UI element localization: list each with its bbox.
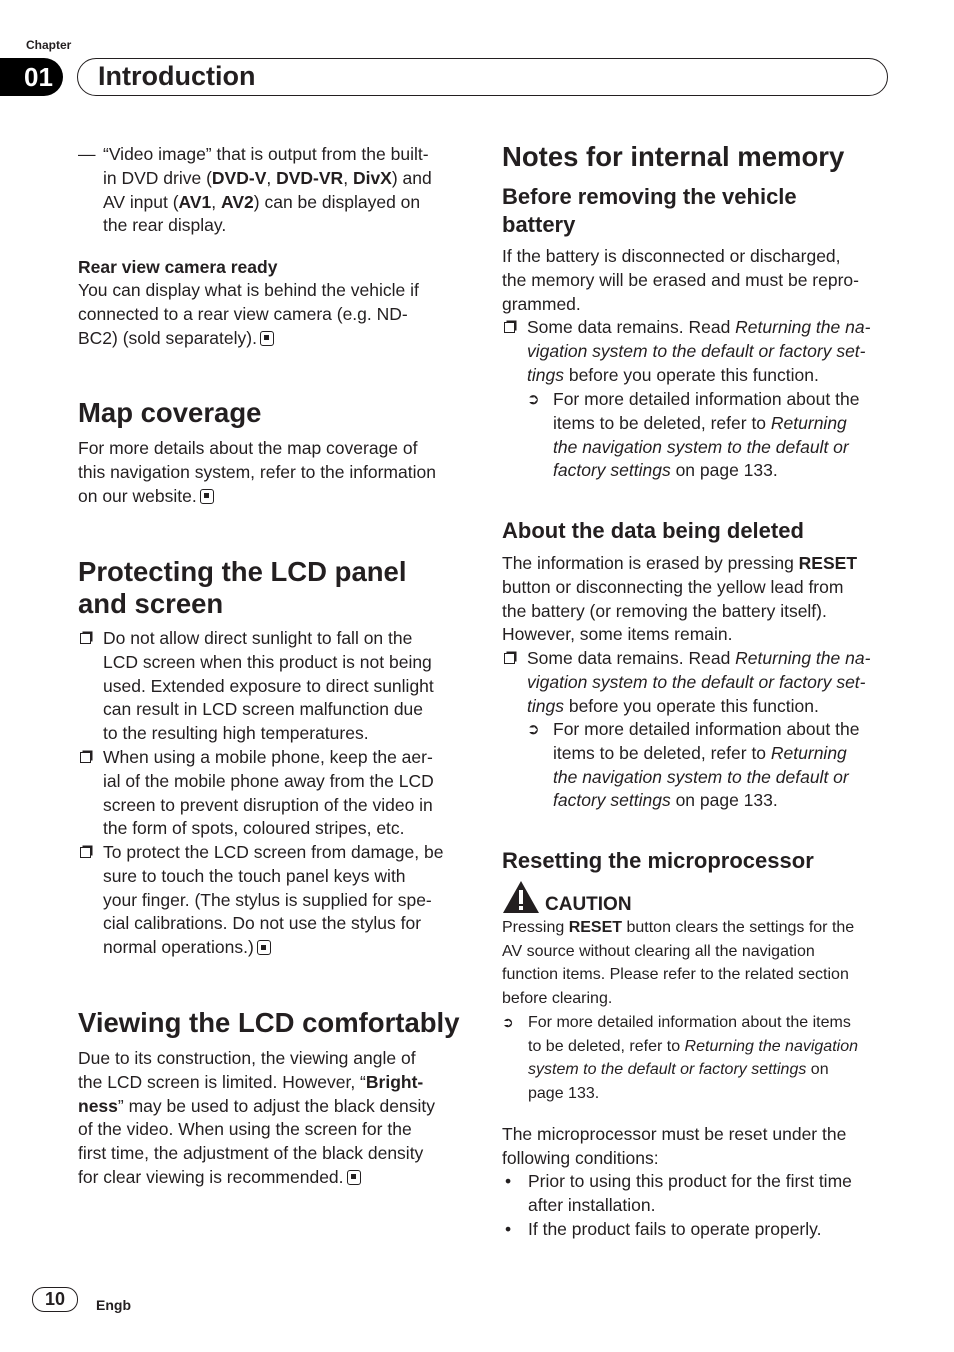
- checkbox-bullet-icon: [80, 752, 91, 763]
- checkbox-bullet-icon: [504, 322, 515, 333]
- dash-marker: —: [78, 144, 96, 164]
- intro-line: AV input (AV1, AV2) can be displayed on: [103, 191, 421, 212]
- before-removing-heading: Before removing the vehicle battery: [502, 184, 797, 237]
- language-code: Engb: [96, 1297, 131, 1313]
- section-end-icon: [347, 1170, 361, 1185]
- intro-line: the rear display.: [103, 215, 227, 236]
- map-coverage-text: For more details about the map coverage of this navigation system, refer to the information on our website.: [78, 438, 436, 506]
- bullet-icon: •: [505, 1171, 512, 1191]
- section-end-icon: [260, 331, 274, 346]
- notes-heading: Notes for internal memory: [502, 141, 845, 172]
- chapter-title-bar: [77, 58, 888, 96]
- caution-text: Pressing RESET button clears the settings for the AV source without clearing all the navigation function items. Please refer to the related section before clearing.: [502, 919, 855, 1008]
- map-coverage-heading: Map coverage: [78, 397, 262, 428]
- chapter-label: Chapter: [26, 38, 72, 52]
- rear-camera-text: You can display what is behind the vehicle if connected to a rear view camera (e.g. ND- BC2) (sold separately).: [78, 280, 419, 348]
- arrow-bullet-icon: ➲: [527, 721, 540, 738]
- intro-line: “Video image” that is output from the built-: [103, 144, 429, 164]
- page-number: 10: [32, 1287, 78, 1312]
- before-removing-text: If the battery is disconnected or discharged, the memory will be erased and must be repro- grammed.: [502, 246, 859, 314]
- viewing-text: Due to its construction, the viewing angle of the LCD screen is limited. However, “Bright- ness” may be used to adjust the black density of the video. When using the screen for the first time, the adjustment of the black density for clear viewing is recommended.: [78, 1048, 436, 1187]
- reset-conditions-text: The microprocessor must be reset under the following conditions:: [502, 1124, 847, 1168]
- caution-block: [502, 880, 892, 914]
- rear-camera-heading: Rear view camera ready: [78, 257, 278, 277]
- checkbox-bullet-icon: [504, 653, 515, 664]
- about-deleted-heading: About the data being deleted: [502, 518, 804, 543]
- arrow-bullet-icon: ➲: [502, 1014, 514, 1030]
- bullet-icon: •: [505, 1219, 512, 1239]
- protecting-heading: Protecting the LCD panel and screen: [78, 556, 407, 619]
- warning-icon: [502, 880, 540, 914]
- checkbox-bullet-icon: [80, 847, 91, 858]
- resetting-heading: Resetting the microprocessor: [502, 848, 814, 873]
- section-end-icon: [200, 489, 214, 504]
- caution-label: CAUTION: [545, 894, 632, 915]
- arrow-bullet-icon: ➲: [527, 391, 540, 408]
- chapter-title: Introduction: [98, 61, 256, 91]
- intro-text: [103, 143, 473, 238]
- section-end-icon: [257, 940, 271, 955]
- about-deleted-text: The information is erased by pressing RESET button or disconnecting the yellow lead from the battery (or removing the battery itself). However, some items remain.: [502, 553, 858, 645]
- chapter-number: 01: [0, 58, 63, 96]
- viewing-heading: Viewing the LCD comfortably: [78, 1007, 460, 1038]
- intro-line: in DVD drive (DVD-V, DVD-VR, DivX) and: [103, 167, 432, 188]
- checkbox-bullet-icon: [80, 633, 91, 644]
